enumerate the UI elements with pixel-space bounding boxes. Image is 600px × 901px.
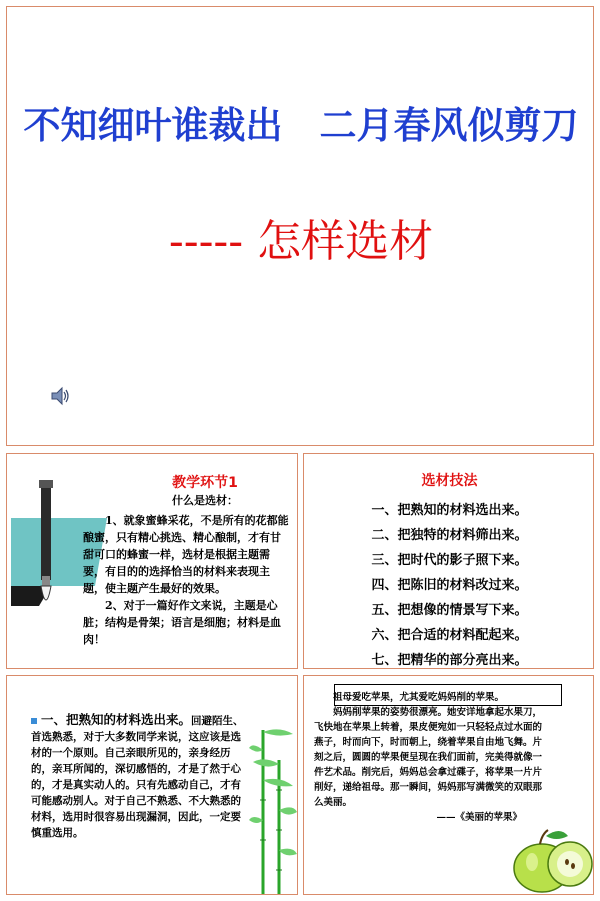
slide-what-is-material (6, 453, 298, 669)
technique-item: 三、把时代的影子照下来。 (371, 553, 528, 568)
slide-example (303, 675, 594, 895)
bamboo-icon (249, 720, 297, 894)
slide2-body (83, 512, 289, 648)
technique-item: 七、把精华的部分亮出来。 (371, 653, 528, 668)
slide2-subheading: 什么是选材： (172, 494, 238, 507)
slide4-heading: 一、把熟知的材料选出来。 (41, 712, 192, 727)
technique-item: 五、把想像的情景写下来。 (371, 603, 528, 618)
speaker-icon[interactable] (49, 385, 71, 407)
slide5-paragraph-1: 祖母爱吃苹果，尤其爱吃妈妈削的苹果。 (333, 692, 505, 703)
technique-list (304, 498, 595, 673)
slide-subtitle: ----- 怎样选材 (168, 216, 434, 267)
slide5-body (314, 690, 542, 825)
slide-main-title: 不知细叶谁裁出 二月春风似剪刀 (23, 104, 579, 147)
technique-item: 四、把陈旧的材料改过来。 (371, 578, 528, 593)
slide5-paragraph-2: 妈妈削苹果的姿势很漂亮。她安详地拿起水果刀，飞快地在苹果上转着，果皮便宛如一只轻轻点过水面的燕子，时而向下，时而朝上，绕着苹果自由地飞舞。片刻之后，圆圆的苹果便呈现在我们面前，完美得就像一件艺术品。削完后，妈妈总会拿过碟子，将苹果一片片削好，递给祖母。那一瞬间，妈妈那写满微笑的双眼那么美丽。 (314, 707, 543, 808)
slide-techniques (303, 453, 594, 669)
slide-title (6, 6, 594, 446)
apple-icon (510, 822, 594, 895)
slide3-heading: 选材技法 (421, 473, 478, 489)
slide2-paragraph-1: 1、就象蜜蜂采花，不是所有的花都能酿蜜，只有精心挑选、精心酿制，才有甘甜可口的蜂蜜一样，选材是根据主题需要，有目的的选择恰当的材料来表现主题，使主题产生最好的效果。 (83, 514, 289, 595)
technique-item: 一、把熟知的材料选出来。 (371, 503, 528, 518)
technique-item: 二、把独特的材料筛出来。 (371, 528, 528, 543)
slide2-heading: 教学环节1 (172, 475, 238, 491)
slide4-text: 回避陌生、首选熟悉，对于大多数同学来说，这应该是选材的一个原则。自己亲眼所见的，亲身经历的，亲耳所闻的，深切感悟的，才是了然于心的，才是真实动人的。只有先感动自己，才有可能感动别人。对于自己不熟悉、不大熟悉的材料，选用时很容易出现漏洞，因此，一定要慎重选用。 (31, 715, 244, 839)
slide-familiar-material (6, 675, 298, 895)
slide2-paragraph-2: 2、对于一篇好作文来说，主题是心脏；结构是骨架；语言是细胞；材料是血肉！ (83, 599, 281, 646)
slide5-source: ——《美丽的苹果》 (436, 812, 522, 823)
technique-item: 六、把合适的材料配起来。 (371, 628, 528, 643)
slide4-body (31, 712, 249, 841)
bullet-icon (31, 718, 37, 724)
